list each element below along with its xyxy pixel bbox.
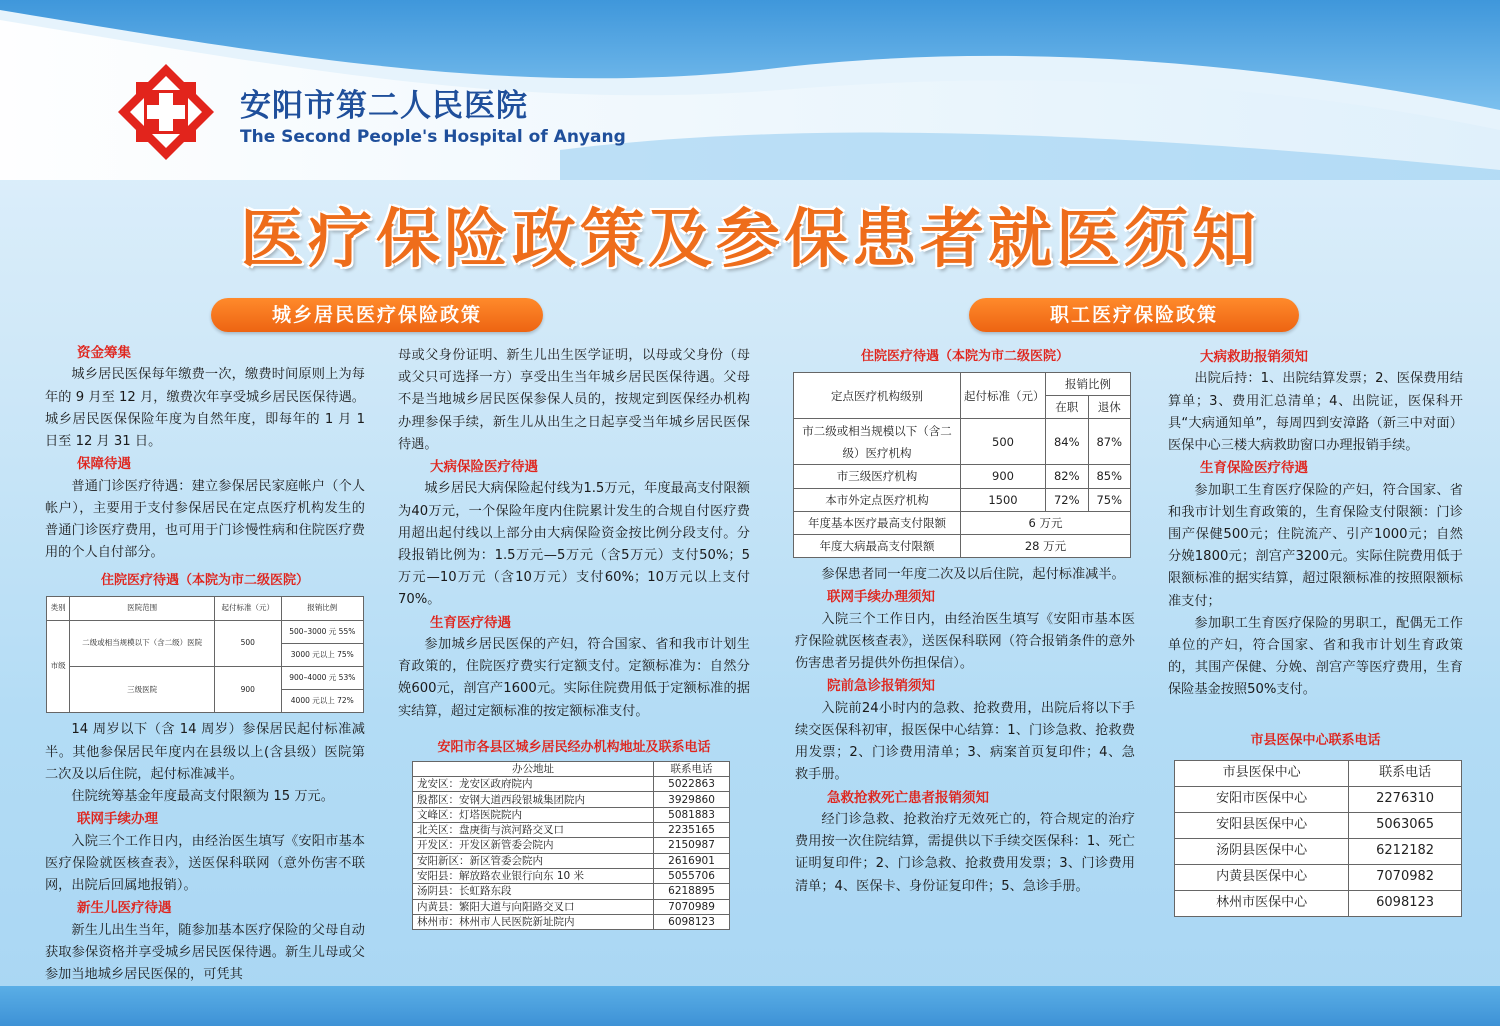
- table-row: [413, 884, 730, 899]
- red-cross-icon: [116, 62, 216, 162]
- table-cell: 5055706: [654, 868, 730, 883]
- paragraph-maternity-limits: 参加职工生育医疗保险的产妇，符合国家、省和我市计划生育政策的，生育保险支付限额：门诊围产保健500元；住院流产、引产1000元；自然分娩1800元；剖宫产3200元。实际住院费用低于限额标准的据实结算，超过限额标准的按照限额标准支付；: [1168, 482, 1463, 609]
- table-cell: 安阳市医保中心: [1175, 786, 1349, 812]
- table-row: [794, 465, 1131, 488]
- table-cell: 文峰区：灯塔医院院内: [413, 807, 654, 822]
- paragraph-funding: 城乡居民医保每年缴费一次，缴费时间原则上为每年的 9 月至 12 月，缴费次年享受城乡居民医保待遇。城乡居民医保保险年度为自然年度，即每年的 1 月 1 日至 12 月 31 日。: [45, 367, 365, 450]
- table-row: [413, 868, 730, 883]
- table-cell: 市二级或相当规模以下（含二级）医疗机构: [794, 419, 961, 465]
- heading-pre-admission: 院前急诊报销须知: [827, 678, 935, 695]
- section-pill-urban-rural: 城乡居民医疗保险政策: [211, 298, 543, 332]
- heading-critical-illness: 大病保险医疗待遇: [430, 459, 538, 476]
- table-cell: 72%: [1046, 488, 1089, 511]
- table-row: [794, 535, 1131, 558]
- table-cell: 年度大病最高支付限额: [794, 535, 961, 558]
- table-row: [794, 488, 1131, 511]
- table-header: 起付标准（元）: [215, 597, 282, 620]
- table-header: 定点医疗机构级别: [794, 373, 961, 419]
- table-row: [413, 853, 730, 868]
- table-row: [413, 777, 730, 792]
- table-header: 办公地址: [413, 761, 654, 776]
- paragraph-limit: 住院统筹基金年度最高支付限额为 15 万元。: [71, 789, 334, 805]
- heading-network-notice: 联网手续办理须知: [827, 589, 935, 606]
- table-cell: 龙安区：龙安区政府院内: [413, 777, 654, 792]
- table-cell: 殷都区：安钢大道西段银城集团院内: [413, 792, 654, 807]
- heading-maternity-insurance: 生育保险医疗待遇: [1200, 460, 1308, 477]
- table-row: [1175, 864, 1462, 890]
- heading-benefits: 保障待遇: [77, 456, 131, 473]
- table-cell: 7070982: [1349, 864, 1462, 890]
- column-employee-1: [795, 346, 1135, 898]
- table-cell: 6098123: [1349, 890, 1462, 916]
- heading-network: 联网手续办理: [77, 811, 158, 828]
- table-header: 联系电话: [1349, 760, 1462, 786]
- table-cell: 3000 元以上 75%: [281, 643, 363, 666]
- paragraph-outpatient: 普通门诊医疗待遇：建立参保居民家庭帐户（个人帐户），主要用于支付参保居民在定点医疗机构发生的普通门诊医疗费用，也可用于门诊慢性病和住院医疗费用的个人自付部分。: [45, 478, 365, 561]
- table-header: 在职: [1046, 396, 1089, 419]
- header-wave-decoration: [0, 0, 1500, 180]
- table-cell: 6098123: [654, 914, 730, 929]
- table-header: 报销比例: [281, 597, 363, 620]
- table-cell: 85%: [1088, 465, 1131, 488]
- heading-critical-aid: 大病救助报销须知: [1200, 349, 1308, 365]
- table-cell: 4000 元以上 72%: [281, 690, 363, 713]
- table-header: 医院范围: [70, 597, 215, 620]
- table-row: [413, 899, 730, 914]
- table-cell: 安阳新区：新区管委会院内: [413, 853, 654, 868]
- footer-band: [0, 986, 1500, 1026]
- table-row: [413, 838, 730, 853]
- table-cell: 87%: [1088, 419, 1131, 465]
- table-cell: 林州市医保中心: [1175, 890, 1349, 916]
- table-header: 起付标准（元）: [961, 373, 1046, 419]
- table-cell: 2616901: [654, 853, 730, 868]
- heading-funding: 资金筹集: [77, 345, 131, 361]
- table-cell: 75%: [1088, 488, 1131, 511]
- column-employee-2: [1168, 346, 1463, 917]
- table-cell: 安阳县：解放路农业银行向东 10 米: [413, 868, 654, 883]
- table-caption-employee-inpatient: 住院医疗待遇（本院为市二级医院）: [860, 349, 1069, 364]
- inpatient-ratio-table: [46, 596, 364, 713]
- table-cell: 1500: [961, 488, 1046, 511]
- table-caption-inpatient: 住院医疗待遇（本院为市二级医院）: [100, 573, 309, 589]
- paragraph-emergency-death: 经门诊急救、抢救治疗无效死亡的，符合规定的治疗费用按一次住院结算，需提供以下手续交医保科：1、死亡证明复印件；2、门诊急救、抢救费用发票；3、门诊费用清单；4、医保卡、身份证复印件；5、急诊手册。: [795, 812, 1135, 894]
- table-cell: 5063065: [1349, 812, 1462, 838]
- paragraph-pre-admission: 入院前24小时内的急救、抢救费用，出院后将以下手续交医保科初审，报医保中心结算：1、门诊急救、抢救费用发票；2、门诊费用清单；3、病案首页复印件；4、急救手册。: [795, 700, 1135, 783]
- offices-table: [412, 761, 730, 930]
- table-cell: 5081883: [654, 807, 730, 822]
- table-cell: 5022863: [654, 777, 730, 792]
- table-cell: 500–3000 元 55%: [281, 620, 363, 643]
- table-row: [794, 419, 1131, 465]
- paragraph-second-admission: 参保患者同一年度二次及以后住院，起付标准减半。: [821, 567, 1125, 583]
- centers-table: [1174, 760, 1462, 917]
- table-header: 市县医保中心: [1175, 760, 1349, 786]
- table-cell: 2150987: [654, 838, 730, 853]
- table-cell: 2235165: [654, 823, 730, 838]
- table-caption-centers: 市县医保中心联系电话: [1250, 732, 1381, 748]
- paragraph-network: 入院三个工作日内，由经治医生填写《安阳市基本医疗保险就医核查表》，送医保科联网（意外伤害不联网，出院后回属地报销）。: [45, 833, 365, 894]
- table-row: [413, 914, 730, 929]
- table-row: [1175, 786, 1462, 812]
- table-cell: 6 万元: [961, 511, 1131, 534]
- paragraph-male-employee: 参加职工生育医疗保险的男职工，配偶无工作单位的产妇，符合国家、省和我市计划生育政策的，其围产保健、分娩、剖宫产等医疗费用，生育保险基金按照50%支付。: [1168, 615, 1463, 698]
- hospital-name-en: The Second People's Hospital of Anyang: [240, 127, 626, 147]
- paragraph-children: 14 周岁以下（含 14 周岁）参保居民起付标准减半。其他参保居民年度内在县级以上(含县级）医院第二次及以后住院，起付标准减半。: [45, 722, 365, 782]
- table-cell: 本市外定点医疗机构: [794, 488, 961, 511]
- table-header: 联系电话: [654, 761, 730, 776]
- heading-emergency-death: 急救抢救死亡患者报销须知: [827, 789, 989, 806]
- table-cell: 三级医院: [70, 667, 215, 713]
- table-cell: 汤阴县医保中心: [1175, 838, 1349, 864]
- table-cell: 安阳县医保中心: [1175, 812, 1349, 838]
- page-title: 医疗保险政策及参保患者就医须知: [240, 202, 1260, 277]
- table-cell: 84%: [1046, 419, 1089, 465]
- table-cell: 市级: [47, 620, 70, 713]
- table-cell: 年度基本医疗最高支付限额: [794, 511, 961, 534]
- table-cell: 28 万元: [961, 535, 1131, 558]
- table-cell: 900: [215, 667, 282, 713]
- table-header: 类别: [47, 597, 70, 620]
- table-cell: 内黄县医保中心: [1175, 864, 1349, 890]
- table-row: [413, 823, 730, 838]
- employee-inpatient-table: [793, 372, 1131, 558]
- table-cell: 二级或相当规模以下（含二级）医院: [70, 620, 215, 666]
- table-cell: 900–4000 元 53%: [281, 667, 363, 690]
- section-pill-employee: 职工医疗保险政策: [969, 298, 1299, 332]
- paragraph-newborn-cont: 母或父身份证明、新生儿出生医学证明，以母或父身份（母或父只可选择一方）享受出生当年城乡居民医保待遇。父母不是当地城乡居民医保参保人员的，按规定到医保经办机构办理参保手续，新生儿从出生之日起享受当年城乡居民医保待遇。: [398, 348, 750, 452]
- paragraph-critical-illness: 城乡居民大病保险起付线为1.5万元，年度最高支付限额为40万元，一个保险年度内住院累计发生的合规自付医疗费用超出起付线以上部分由大病保险资金按比例分段支付。分段报销比例为：1.5万元—5万元（含5万元）支付50%；5万元—10万元（含10万元）支付60%；10万元以上支付70%。: [398, 481, 750, 608]
- table-cell: 2276310: [1349, 786, 1462, 812]
- table-cell: 7070989: [654, 899, 730, 914]
- table-row: [794, 511, 1131, 534]
- table-cell: 内黄县：繁阳大道与向阳路交叉口: [413, 899, 654, 914]
- table-cell: 北关区：盘庚街与滨河路交叉口: [413, 823, 654, 838]
- table-cell: 500: [961, 419, 1046, 465]
- table-cell: 林州市：林州市人民医院新址院内: [413, 914, 654, 929]
- table-row: [413, 807, 730, 822]
- table-cell: 3929860: [654, 792, 730, 807]
- table-row: [1175, 838, 1462, 864]
- heading-newborn: 新生儿医疗待遇: [77, 900, 172, 917]
- paragraph-network-notice: 入院三个工作日内，由经治医生填写《安阳市基本医疗保险就医核查表》，送医保科联网（符合报销条件的意外伤害患者另提供外伤担保信）。: [795, 611, 1135, 672]
- paragraph-critical-aid: 出院后持：1、出院结算发票；2、医保费用结算单；3、费用汇总清单；4、出院证，医保科开具“大病通知单”，每周四到安漳路（新三中对面）医保中心三楼大病救助窗口办理报销手续。: [1168, 371, 1463, 454]
- table-cell: 6218895: [654, 884, 730, 899]
- table-row: [1175, 812, 1462, 838]
- table-cell: 汤阴县：长虹路东段: [413, 884, 654, 899]
- paragraph-maternity: 参加城乡居民医保的产妇，符合国家、省和我市计划生育政策的，住院医疗费实行定额支付。定额标准为：自然分娩600元，剖宫产1600元。实际住院费用低于定额标准的据实结算，超过定额标准的按定额标准支付。: [398, 637, 750, 719]
- table-header: 退休: [1088, 396, 1131, 419]
- table-row: [1175, 890, 1462, 916]
- table-cell: 500: [215, 620, 282, 666]
- table-header: 报销比例: [1046, 373, 1131, 396]
- table-cell: 市三级医疗机构: [794, 465, 961, 488]
- table-cell: 900: [961, 465, 1046, 488]
- column-urban-rural-2: [398, 345, 750, 930]
- table-cell: 开发区：开发区新管委会院内: [413, 838, 654, 853]
- heading-maternity: 生育医疗待遇: [430, 614, 511, 631]
- paragraph-newborn: 新生儿出生当年，随参加基本医疗保险的父母自动获取参保资格并享受城乡居民医保待遇。新生儿母或父参加当地城乡居民医保的，可凭其: [45, 922, 365, 983]
- table-cell: 6212182: [1349, 838, 1462, 864]
- column-urban-rural-1: [45, 342, 365, 986]
- table-caption-offices: 安阳市各县区城乡居民经办机构地址及联系电话: [437, 739, 711, 755]
- table-row: [413, 792, 730, 807]
- table-cell: 82%: [1046, 465, 1089, 488]
- hospital-name-cn: 安阳市第二人民医院: [240, 88, 528, 124]
